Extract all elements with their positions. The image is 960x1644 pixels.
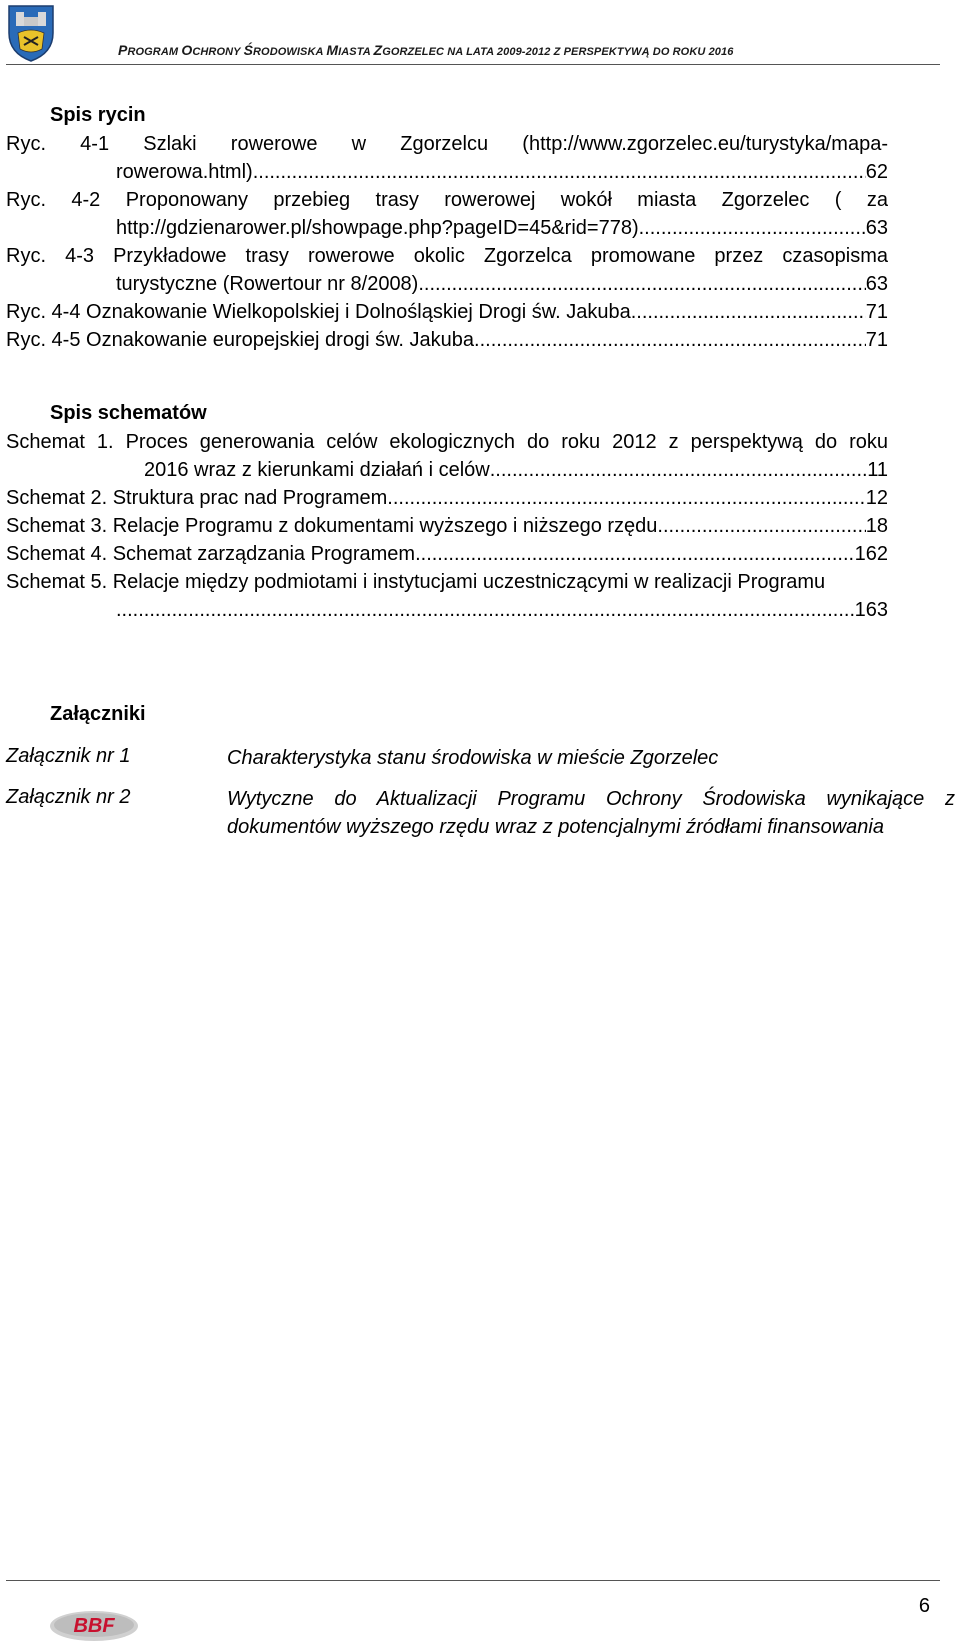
bbf-logo-icon <box>48 1605 140 1643</box>
list-item: Ryc. 4-2 Proponowany przebieg trasy rowerowej wokół miasta Zgorzelec ( za <box>6 189 888 211</box>
page-ref: 12 <box>865 487 888 509</box>
title-initial: Ś <box>243 42 254 58</box>
title-initial: M <box>326 42 339 58</box>
list-item: Schemat 2. Struktura prac nad Programem ..... 12 <box>6 484 888 512</box>
page-ref: 63 <box>865 217 888 239</box>
annex-description: Charakterystyka stanu środowiska w mieście Zgorzelec <box>227 747 719 769</box>
title-initial: P <box>118 42 128 58</box>
header-divider <box>6 64 940 65</box>
city-crest-icon <box>6 3 56 63</box>
bbf-logo-text: BBF <box>73 1615 115 1637</box>
annex-label: Załącznik nr 1 <box>6 745 131 767</box>
list-item: Schemat 3. Relacje Programu z dokumentami wyższego i niższego rzędu ..... 18 <box>6 512 888 540</box>
schemes-section-title: Spis schematów <box>50 402 207 424</box>
list-item: Ryc. 4-3 Przykładowe trasy rowerowe okolic Zgorzelca promowane przez czasopisma <box>6 245 888 267</box>
list-item: Ryc. 4-5 Oznakowanie europejskiej drogi św. Jakuba ..... 71 <box>6 326 888 354</box>
title-fragment: CHRONY <box>192 46 244 58</box>
title-initial: O <box>181 42 193 58</box>
list-item: Schemat 5. Relacje między podmiotami i instytucjami uczestniczącymi w realizacji Programu <box>6 571 826 593</box>
page-ref: 162 <box>854 543 888 565</box>
page-ref: 163 <box>854 599 888 621</box>
list-item: rowerowa.html) ..... 62 <box>116 158 888 186</box>
title-fragment: GORZELEC NA LATA 2009-2012 Z PERSPEKTYWĄ DO ROKU 2016 <box>382 46 734 58</box>
annex-label: Załącznik nr 2 <box>6 786 131 808</box>
list-item: Schemat 4. Schemat zarządzania Programem ..... 162 <box>6 540 888 568</box>
list-item: Ryc. 4-4 Oznakowanie Wielkopolskiej i Dolnośląskiej Drogi św. Jakuba ..... 71 <box>6 298 888 326</box>
title-fragment: ROGRAM <box>127 46 182 58</box>
footer-divider <box>6 1580 940 1581</box>
page-ref: 63 <box>865 273 888 295</box>
list-item: turystyczne (Rowertour nr 8/2008) ..... 63 <box>116 270 888 298</box>
page-number: 6 <box>918 1595 930 1617</box>
list-item <box>116 596 888 624</box>
page-ref: 71 <box>865 301 888 323</box>
page-header <box>0 0 960 66</box>
page-ref: 62 <box>865 161 888 183</box>
annex-description: Wytyczne do Aktualizacji Programu Ochrony Środowiska wynikające z dokumentów wyższego rzędu wraz z potencjalnymi źródłami finansowania <box>227 788 955 838</box>
figures-section-title: Spis rycin <box>50 104 146 126</box>
page-ref: 71 <box>865 329 888 351</box>
title-initial: Z <box>373 42 383 58</box>
page-ref: 11 <box>867 459 888 481</box>
list-item: http://gdzienarower.pl/showpage.php?pageID=45&rid=778) ..... 63 <box>116 214 888 242</box>
page-ref: 18 <box>865 515 888 537</box>
document-title <box>118 42 733 58</box>
list-item: 2016 wraz z kierunkami działań i celów ..... 11 <box>144 456 888 484</box>
title-fragment: IASTA <box>338 46 374 58</box>
annexes-section-title: Załączniki <box>50 703 146 725</box>
list-item: Schemat 1. Proces generowania celów ekologicznych do roku 2012 z perspektywą do roku <box>6 431 888 453</box>
list-item: Ryc. 4-1 Szlaki rowerowe w Zgorzelcu (http://www.zgorzelec.eu/turystyka/mapa- <box>6 133 888 155</box>
title-fragment: RODOWISKA <box>253 46 327 58</box>
